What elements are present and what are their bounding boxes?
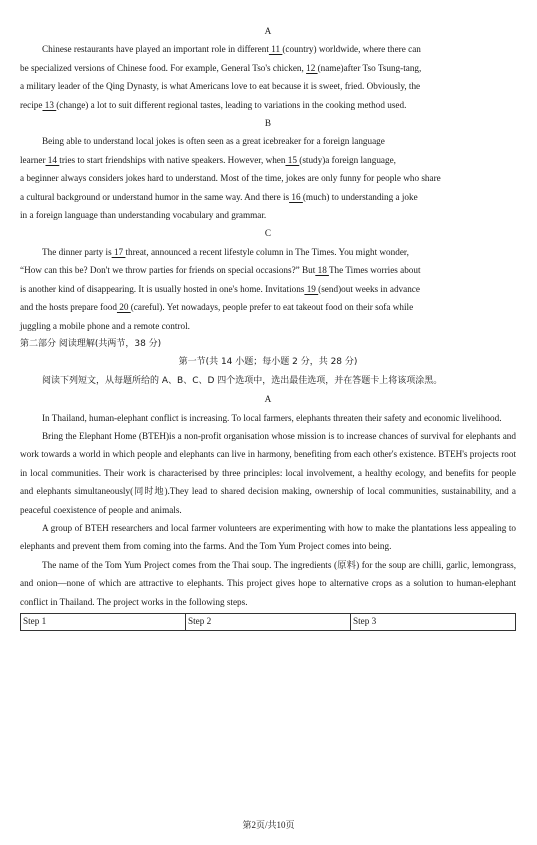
section-b-label: B — [264, 118, 272, 129]
passage-c-line-4 — [20, 298, 516, 316]
blank-19: 19 — [304, 283, 319, 294]
section-a-label: A — [264, 26, 272, 36]
passage-b-line-2 — [20, 151, 516, 169]
blank-18: 18 — [315, 265, 329, 276]
table-row — [21, 614, 516, 631]
text: learner — [20, 154, 46, 165]
text: (study)a foreign language, — [299, 154, 396, 165]
passage-c-line-3 — [20, 280, 516, 298]
reading-a-paragraph-1: In Thailand, human-elephant conflict is increasing. To local farmers, elephants threaten their safety and economic livelihood. — [42, 412, 502, 423]
text: Chinese restaurants have played an important role in different — [42, 44, 269, 55]
blank-14: 14 — [45, 154, 60, 165]
text: (country) worldwide, where there can — [282, 44, 421, 55]
blank-17: 17 — [111, 246, 126, 257]
text: tries to start friendships with native speakers. However, when — [59, 154, 286, 165]
passage-a-line-2 — [20, 59, 516, 77]
text: recipe — [20, 99, 43, 110]
text: “How can this be? Don't we throw parties for friends on special occasions?” But — [20, 265, 316, 276]
text: is another kind of disappearing. It is usually hosted in one's home. Invitations — [20, 283, 305, 294]
passage-a-line-3: a military leader of the Qing Dynasty, is what Americans love to eat because it is sweet, fried. Obviously, the — [20, 81, 421, 92]
text: (name)after Tso Tsung-tang, — [317, 62, 422, 73]
passage-a-line-4 — [20, 96, 516, 114]
reading-a-paragraph-2: Bring the Elephant Home (BTEH)is a non-profit organisation whose mission is to increase chances of survival for elephants and work towards a world in which people and elephants can live in harmony, benefiting from each other's existence. BTEH's projects root in local communities. Their work is characterised by three principles: local involvement, a healthy ecology, and benefits for people and elephants simultaneously(同时地).They lead to shared decision making, ownership of local communities, sustainability, and a peaceful coexistence of people and animals. — [20, 430, 516, 515]
passage-b-line-5: in a foreign language than understanding vocabulary and grammar. — [20, 210, 267, 221]
text: (careful). Yet nowadays, people prefer to eat takeout food on their sofa while — [130, 302, 414, 313]
step-2-cell: Step 2 — [186, 614, 351, 631]
reading-instruction: 阅读下列短文，从每题所给的 A、B、C、D 四个选项中，选出最佳选项，并在答题卡上将该项涂黑。 — [42, 375, 443, 386]
text: (much) to understanding a joke — [302, 191, 418, 202]
page-number: 第2页/共10页 — [242, 820, 295, 830]
text: (send)out weeks in advance — [318, 283, 420, 294]
text: The Times worries about — [328, 265, 421, 276]
step-3-cell: Step 3 — [351, 614, 516, 631]
passage-a-line-1 — [20, 40, 516, 58]
blank-20: 20 — [116, 302, 131, 313]
reading-a-label: A — [264, 394, 272, 405]
reading-a-paragraph-3: A group of BTEH researchers and local farmer volunteers are experimenting with how to make the plantations less appealing to elephants and prevent them from coming into the farms. And the Tom Yum Project comes into being. — [20, 522, 516, 552]
part-two-heading: 第二部分 阅读理解(共两节，38 分) — [20, 338, 162, 349]
text: a cultural background or understand humor in the same way. And there is — [20, 191, 290, 202]
blank-13: 13 — [42, 99, 57, 110]
passage-c-line-5: juggling a mobile phone and a remote control. — [20, 320, 190, 331]
page-content — [20, 22, 516, 631]
text: (change) a lot to suit different regional tastes, leading to variations in the cooking method used. — [56, 99, 407, 110]
text: and the hosts prepare food — [20, 302, 117, 313]
passage-b-line-4 — [20, 188, 516, 206]
blank-12: 12 — [306, 62, 318, 73]
blank-16: 16 — [289, 191, 303, 202]
section-c-label: C — [264, 228, 272, 239]
passage-c-line-2 — [20, 261, 516, 279]
text: The dinner party is — [42, 246, 112, 257]
passage-c-line-1 — [20, 243, 516, 261]
passage-b-line-3: a beginner always considers jokes hard to understand. Most of the time, jokes are only funny for people who share — [20, 173, 441, 184]
section-one-heading: 第一节(共 14 小题；每小题 2 分，共 28 分) — [178, 357, 358, 368]
steps-table — [20, 613, 516, 631]
step-1-cell: Step 1 — [21, 614, 186, 631]
text: be specialized versions of Chinese food. For example, General Tso's chicken, — [20, 62, 307, 73]
passage-b-line-1: Being able to understand local jokes is often seen as a great icebreaker for a foreign language — [42, 136, 385, 147]
blank-11: 11 — [268, 44, 283, 55]
reading-a-paragraph-4: The name of the Tom Yum Project comes from the Thai soup. The ingredients (原料) for the soup are chilli, garlic, lemongrass, and onion—none of which are attractive to elephants. This project gives hope to alternative crops as a solution to human-elephant conflict in Thailand. The project works in the following steps. — [20, 559, 516, 607]
text: threat, announced a recent lifestyle column in The Times. You might wonder, — [125, 246, 409, 257]
blank-15: 15 — [285, 154, 300, 165]
